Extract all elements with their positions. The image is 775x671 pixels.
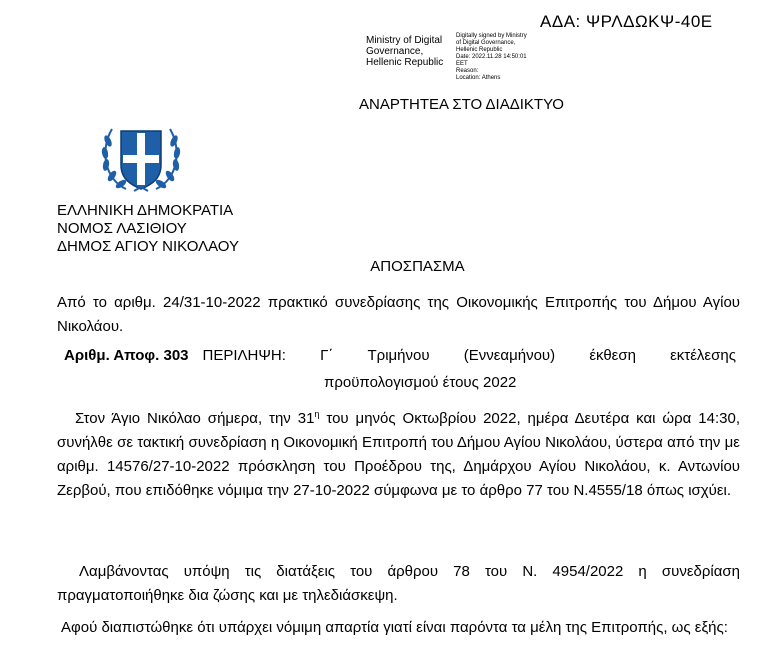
signature-organization [366,35,456,68]
signature-detail-line: Reason: [456,68,479,74]
signature-org-line: Ministry of Digital [366,35,443,46]
document-title [0,258,775,275]
meeting-paragraph [57,407,740,503]
summary-word: ΠΕΡΙΛΗΨΗ: [202,347,286,364]
signature-detail-line: Digitally signed by Ministry [456,33,527,39]
signature-details [456,33,566,82]
decision-number: Αριθμ. Αποφ. 303 [64,347,189,364]
signature-detail-line: EET [456,61,468,67]
signature-detail-line: Location: Athens [456,75,501,81]
summary-word: Τριμήνου [367,347,430,364]
post-online-notice: ΑΝΑΡΤΗΤΕΑ ΣΤΟ ΔΙΑΔΙΚΤΥΟ [359,96,564,113]
intro-paragraph: Από το αριθμ. 24/31-10-2022 πρακτικό συνεδρίασης της Οικονομικής Επιτροπής του Δήμου Αγίου Νικολάου. [57,294,740,335]
signature-detail-line: Date: 2022.11.28 14:50:01 [456,54,527,60]
decision-header [64,347,736,364]
meeting-text-rest: του μηνός Οκτωβρίου 2022, ημέρα Δευτέρα και ώρα 14:30, συνήλθε σε τακτική συνεδρίαση η Οικονομική Επιτροπή του Δήμου Αγίου Νικολάου, ύστερα από την με αριθμ. 14576/27-10-2022 πρόσκληση του Προέδρου της, Δημάρχου Αγίου Νικολάου, κ. Αντωνίου Ζερβού, που επιδόθηκε νόμιμα την 27-10-2022 σύμφωνα με το άρθρο 77 του Ν.4555/18 όπως ισχύει. [57,410,740,499]
meeting-text-start: Στον Άγιο Νικόλαο σήμερα, την 31 [75,410,315,427]
org-line-prefecture: ΝΟΜΟΣ ΛΑΣΙΘΙΟΥ [57,220,187,237]
signature-org-line: Hellenic Republic [366,57,444,68]
decision-summary-line2: προϋπολογισμού έτους 2022 [324,374,517,391]
signature-org-line: Governance, [366,46,424,57]
signature-detail-line: Hellenic Republic [456,47,503,53]
document-title-text: ΑΠΟΣΠΑΣΜΑ [370,258,465,275]
ada-code: ΑΔΑ: ΨΡΛΔΩΚΨ-40Ε [540,12,713,31]
org-line-municipality: ΔΗΜΟΣ ΑΓΙΟΥ ΝΙΚΟΛΑΟΥ [57,238,239,255]
summary-word: (Εννεαμήνου) [463,347,556,364]
quorum-paragraph: Αφού διαπιστώθηκε ότι υπάρχει νόμιμη απαρτία γιατί είναι παρόντα τα μέλη της Επιτροπής, ως εξής: [61,619,728,636]
signature-detail-line: of Digital Governance, [456,40,516,46]
summary-word: Γ΄ [320,347,334,364]
org-line-republic: ΕΛΛΗΝΙΚΗ ΔΗΜΟΚΡΑΤΙΑ [57,202,234,219]
greek-coat-of-arms-icon [96,119,186,197]
summary-word: εκτέλεσης [670,347,736,364]
ordinal-superscript: η [314,409,320,419]
decision-summary [203,347,737,364]
summary-word: έκθεση [589,347,636,364]
issuing-organization [57,202,239,256]
provisions-paragraph: Λαμβάνοντας υπόψη τις διατάξεις του άρθρου 78 του Ν. 4954/2022 η συνεδρίαση πραγματοποιήθηκε δια ζώσης και με τηλεδιάσκεψη. [57,563,740,604]
